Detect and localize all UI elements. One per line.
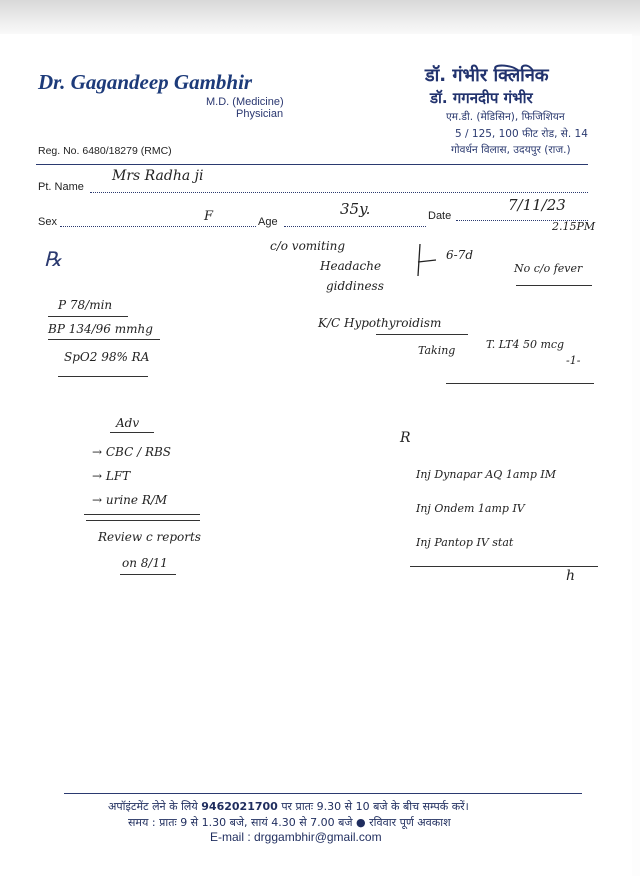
appointment-prefix: अपॉइंटमेंट लेने के लिये — [108, 800, 198, 813]
age-line — [284, 226, 426, 227]
review-date-underline — [120, 574, 176, 575]
complaint-item: c/o vomiting — [270, 239, 346, 253]
sex-value: F — [204, 209, 214, 224]
date-label: Date — [428, 210, 452, 222]
advice-list — [92, 440, 171, 512]
appointment-suffix: पर प्रातः 9.30 से 10 बजे के बीच सम्पर्क करें। — [281, 800, 469, 813]
footer-rule — [64, 793, 582, 794]
advice-rule-1 — [84, 514, 200, 515]
address-line-1: 5 / 125, 100 फीट रोड, से. 14 — [455, 128, 588, 140]
advice-title-underline — [110, 432, 154, 433]
time-value: 2.15PM — [552, 220, 596, 233]
injection-item: Inj Dynapar AQ 1amp IM — [416, 468, 556, 481]
advice-item: → LFT — [92, 469, 131, 483]
date-value: 7/11/23 — [508, 196, 566, 214]
injection-rule — [410, 566, 598, 567]
clinic-name-hindi: डॉ. गंभीर क्लिनिक — [425, 65, 549, 86]
complaint-item: giddiness — [326, 279, 384, 293]
patient-name-value: Mrs Radha ji — [112, 168, 204, 184]
review-note: Review c reports — [98, 530, 201, 544]
taking-frequency: -1- — [566, 354, 581, 367]
taking-drug: T. LT4 50 mcg — [486, 338, 565, 351]
timing-line: समय : प्रातः 9 से 1.30 बजे, सायं 4.30 से 7.00 बजे ● रविवार पूर्ण अवकाश — [128, 816, 451, 829]
doctor-name: Dr. Gagandeep Gambhir — [38, 70, 253, 94]
qualification-hindi: एम.डी. (मेडिसिन), फिजिशियन — [446, 111, 565, 123]
qualification: M.D. (Medicine) — [206, 96, 284, 108]
duration-value: 6-7d — [446, 248, 474, 262]
history-underline — [376, 334, 468, 335]
injection-item: Inj Pantop IV stat — [416, 536, 514, 549]
advice-item-text: CBC / RBS — [105, 445, 172, 459]
review-date: on 8/11 — [122, 556, 168, 570]
advice-item-text: LFT — [105, 469, 131, 483]
spo2-value: SpO2 98% RA — [64, 350, 150, 364]
qualification-block — [206, 96, 284, 120]
advice-item-text: urine R/M — [105, 493, 168, 507]
advice-title: Adv — [116, 416, 140, 430]
appointment-phone: 9462021700 — [201, 800, 278, 813]
rx-symbol: ℞ — [44, 249, 62, 271]
registration-number: Reg. No. 6480/18279 (RMC) — [38, 145, 172, 157]
advice-rule-2 — [86, 520, 200, 521]
injection-item: Inj Ondem 1amp IV — [416, 502, 525, 515]
history-section-rule — [446, 383, 594, 384]
bp-value: BP 134/96 mmhg — [48, 322, 153, 336]
age-label: Age — [258, 216, 278, 228]
doctor-name-hindi: डॉ. गगनदीप गंभीर — [430, 89, 533, 107]
pulse-underline — [48, 316, 128, 317]
rx-mark: R — [400, 430, 411, 446]
sex-line — [60, 226, 256, 227]
bp-underline — [48, 339, 160, 340]
taking-label: Taking — [418, 344, 456, 357]
complaint-item: Headache — [320, 259, 382, 273]
spo2-underline — [58, 376, 148, 377]
address-line-2: गोवर्धन विलास, उदयपुर (राज.) — [451, 144, 571, 156]
no-fever-note: No c/o fever — [514, 262, 583, 275]
history-note: K/C Hypothyroidism — [318, 316, 442, 330]
appointment-line — [108, 799, 469, 814]
scan-shadow — [0, 0, 640, 36]
header-rule — [36, 164, 588, 165]
role: Physician — [236, 108, 284, 120]
complaints-block — [270, 236, 384, 296]
signature-mark: h — [566, 568, 576, 584]
no-fever-underline — [516, 285, 592, 286]
patient-name-line — [90, 192, 588, 193]
advice-item: → CBC / RBS — [92, 445, 172, 459]
patient-name-label: Pt. Name — [38, 181, 84, 193]
advice-item: → urine R/M — [92, 493, 168, 507]
injection-list — [416, 458, 556, 560]
age-value: 35y. — [340, 200, 371, 218]
email-line: E-mail : drggambhir@gmail.com — [210, 830, 382, 844]
pulse-value: P 78/min — [58, 298, 113, 312]
sex-label: Sex — [38, 216, 57, 228]
